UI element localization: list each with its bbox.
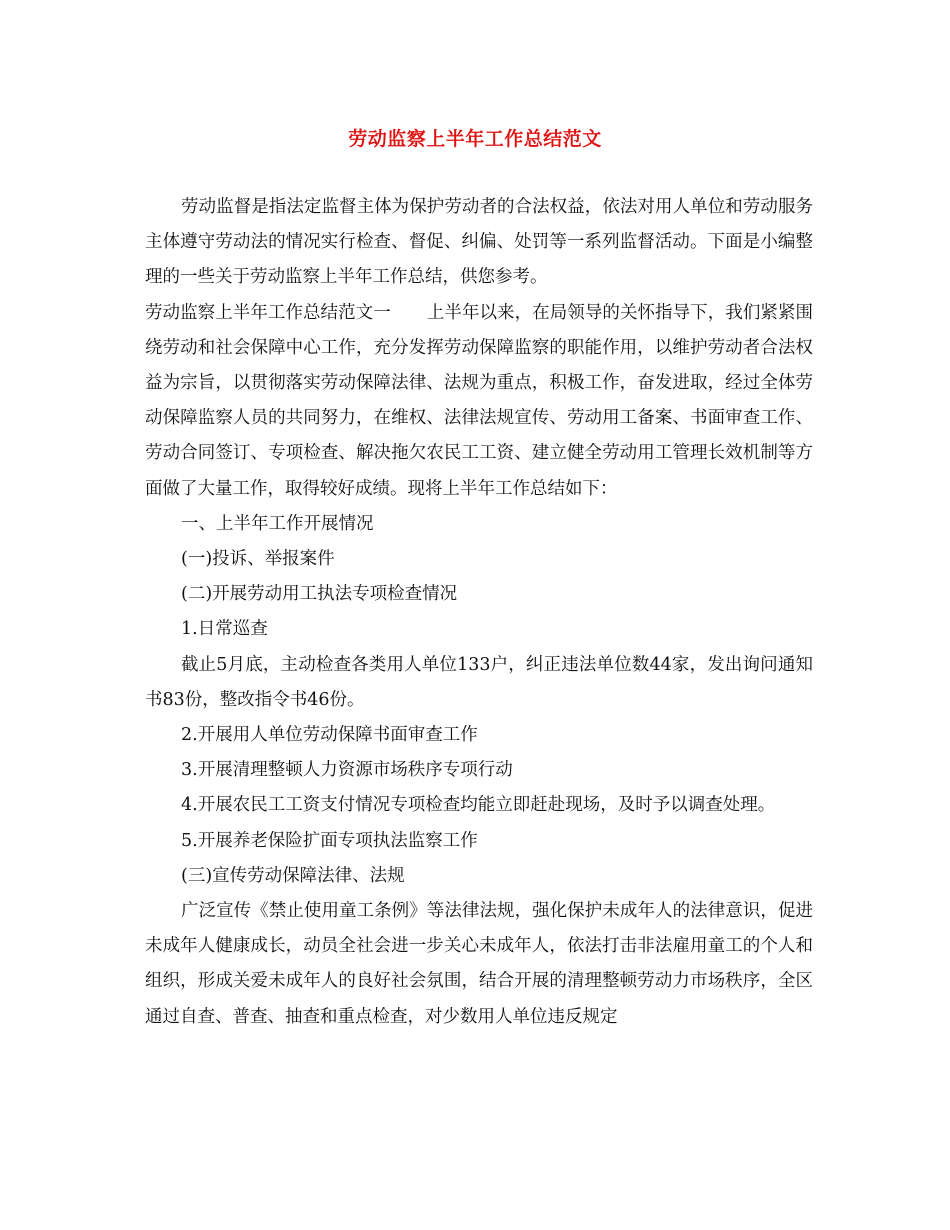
section-label: 劳动监察上半年工作总结范文一 [145,302,391,323]
heading-progress: 一、上半年工作开展情况 [181,513,374,534]
heading-market-order: 3.开展清理整顿人力资源市场秩序专项行动 [181,760,513,781]
paragraph-child-labor: 广泛宣传《禁止使用童工条例》等法律法规，强化保护未成年人的法律意识，促进未成年人健康成长，动员全社会进一步关心未成年人，依法打击非法雇用童工的个人和组织，形成关爱未成年人的良好社会氛围，结合开展的清理整顿劳动力市场秩序，全区通过自查、普查、抽查和重点检查，对少数用人单位违反规定 [145,901,813,1027]
document-body [145,190,813,1035]
heading-special-inspection: (二)开展劳动用工执法专项检查情况 [181,584,458,605]
heading-written-review: 2.开展用人单位劳动保障书面审查工作 [181,725,478,746]
heading-wage-inspection: 4.开展农民工工资支付情况专项检查均能立即赶赴现场，及时予以调查处理。 [181,795,776,816]
section-intro: 上半年以来，在局领导的关怀指导下，我们紧紧围绕劳动和社会保障中心工作，充分发挥劳动保障监察的职能作用，以维护劳动者合法权益为宗旨，以贯彻落实劳动保障法律、法规为重点，积极工作，奋发进取，经过全体劳动保障监察人员的共同努力，在维权、法律法规宣传、劳动用工备案、书面审查工作、劳动合同签订、专项检查、解决拖欠农民工工资、建立健全劳动用工管理长效机制等方面做了大量工作，取得较好成绩。现将上半年工作总结如下： [145,302,814,499]
document-title: 劳动监察上半年工作总结范文 [348,128,602,150]
intro-paragraph: 劳动监督是指法定监督主体为保护劳动者的合法权益，依法对用人单位和劳动服务主体遵守劳动法的情况实行检查、督促、纠偏、处罚等一系列监督活动。下面是小编整理的一些关于劳动监察上半年工作总结，供您参考。 [145,197,813,288]
heading-law-publicity: (三)宣传劳动保障法律、法规 [181,865,405,886]
heading-complaints: (一)投诉、举报案件 [181,549,335,570]
heading-pension-inspection: 5.开展养老保险扩面专项执法监察工作 [181,830,478,851]
heading-daily-patrol: 1.日常巡查 [181,619,268,640]
paragraph-patrol-stats: 截止5月底，主动检查各类用人单位133户，纠正违法单位数44家，发出询问通知书83份，整改指令书46份。 [145,654,813,710]
section-paragraph [145,296,813,507]
